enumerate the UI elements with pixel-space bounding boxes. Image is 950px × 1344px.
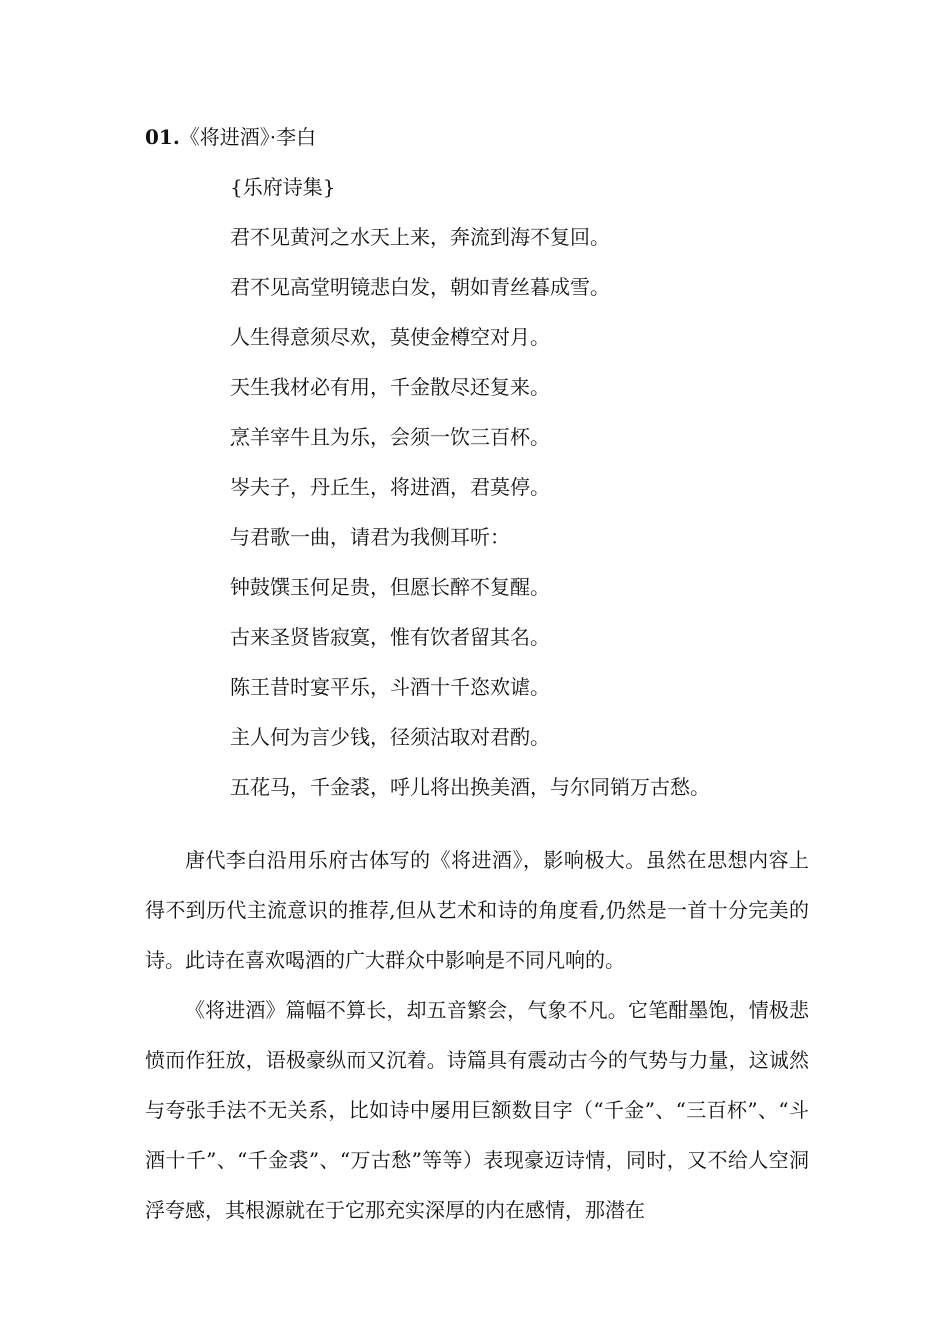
heading-number: 01.	[145, 125, 180, 149]
commentary-paragraph-2: 《将进酒》篇幅不算长，却五音繁会，气象不凡。它笔酣墨饱，情极悲愤而作狂放，语极豪纵而又沉着。诗篇具有震动古今的气势与力量，这诚然与夸张手法不无关系，比如诗中屡用巨额数目字（“千金”、“三百杯”、“斗酒十千”、“千金裘”、“万古愁”等等）表现豪迈诗情，同时，又不给人空洞浮夸感，其根源就在于它那充实深厚的内在感情，那潜在	[145, 998, 809, 1222]
poem-body	[230, 172, 710, 822]
poem-line: 烹羊宰牛且为乐，会须一饮三百杯。	[230, 425, 550, 449]
poem-heading	[145, 122, 316, 152]
poem-line: 人生得意须尽欢，莫使金樽空对月。	[230, 325, 550, 349]
poem-line: 钟鼓馔玉何足贵，但愿长醉不复醒。	[230, 575, 550, 599]
poem-line: 古来圣贤皆寂寞，惟有饮者留其名。	[230, 625, 550, 649]
poem-line: 君不见高堂明镜悲白发，朝如青丝暮成雪。	[230, 275, 610, 299]
heading-title: 《将进酒》·李白	[179, 125, 317, 149]
poem-line: 与君歌一曲，请君为我侧耳听：	[230, 525, 510, 549]
poem-line: 岑夫子，丹丘生，将进酒，君莫停。	[230, 475, 550, 499]
poem-line: 陈王昔时宴平乐，斗酒十千恣欢谑。	[230, 675, 550, 699]
poem-line: 天生我材必有用，千金散尽还复来。	[230, 375, 550, 399]
poem-line: 君不见黄河之水天上来，奔流到海不复回。	[230, 225, 610, 249]
poem-source: {乐府诗集}	[230, 175, 336, 199]
poem-line: 主人何为言少钱，径须沽取对君酌。	[230, 725, 550, 749]
poem-line: 五花马，千金裘，呼儿将出换美酒，与尔同销万古愁。	[230, 775, 710, 799]
commentary-paragraph-1: 唐代李白沿用乐府古体写的《将进酒》，影响极大。虽然在思想内容上得不到历代主流意识的推荐,但从艺术和诗的角度看,仍然是一首十分完美的诗。此诗在喜欢喝酒的广大群众中影响是不同凡响的。	[145, 848, 809, 972]
